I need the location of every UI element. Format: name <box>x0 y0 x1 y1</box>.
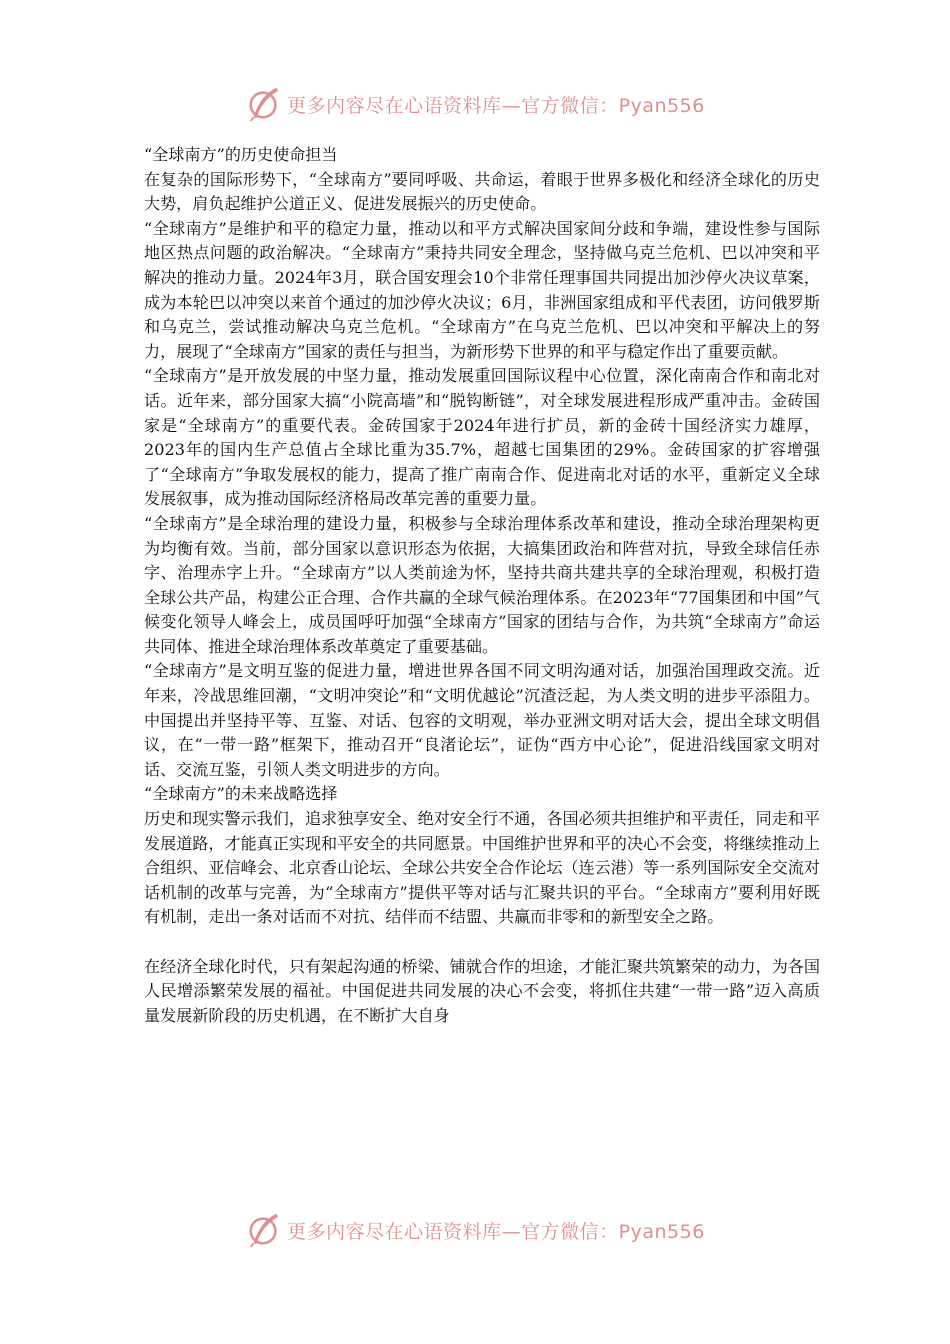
paragraph: “全球南方”是全球治理的建设力量，积极参与全球治理体系改革和建设，推动全球治理架构更为均衡有效。当前，部分国家以意识形态为依据，大搞集团政治和阵营对抗，导致全球信任赤字、治理赤字上升。“全球南方”以人类前途为怀，坚持共商共建共享的全球治理观，积极打造全球公共产品，构建公正合理、合作共赢的全球气候治理体系。在2023年“77国集团和中国”气候变化领导人峰会上，成员国呼吁加强“全球南方”国家的团结与合作，为共筑“全球南方”命运共同体、推进全球治理体系改革奠定了重要基础。 <box>144 513 820 656</box>
document-body <box>144 143 820 1028</box>
quill-logo-icon <box>245 1211 283 1249</box>
paragraph: “全球南方”是开放发展的中坚力量，推动发展重回国际议程中心位置，深化南南合作和南北对话。近年来，部分国家大搞“小院高墙”和“脱钩断链”，对全球发展进程形成严重冲击。金砖国家是“全球南方”的重要代表。金砖国家于2024年进行扩员，新的金砖十国经济实力雄厚，2023年的国内生产总值占全球比重为35.7%，超越七国集团的29%。金砖国家的扩容增强了“全球南方”争取发展权的能力，提高了推广南南合作、促进南北对话的水平，重新定义全球发展叙事，成为推动国际经济格局改革完善的重要力量。 <box>144 366 820 509</box>
paragraph: 在经济全球化时代，只有架起沟通的桥梁、铺就合作的坦途，才能汇聚共筑繁荣的动力，为各国人民增添繁荣发展的福祉。中国促进共同发展的决心不会变，将抓住共建“一带一路”迈入高质量发展新阶段的历史机遇，在不断扩大自身 <box>144 956 820 1025</box>
paragraph: 历史和现实警示我们，追求独享安全、绝对安全行不通，各国必须共担维护和平责任，同走和平发展道路，才能真正实现和平安全的共同愿景。中国维护世界和平的决心不会变，将继续推动上合组织、亚信峰会、北京香山论坛、全球公共安全合作论坛（连云港）等一系列国际安全交流对话机制的改革与完善，为“全球南方”提供平等对话与汇聚共识的平台。“全球南方”要利用好既有机制，走出一条对话而不对抗、结伴而不结盟、共赢而非零和的新型安全之路。 <box>144 809 820 927</box>
header-watermark <box>0 84 950 124</box>
watermark-text: 更多内容尽在心语资料库—官方微信：Pyan556 <box>287 94 705 117</box>
paragraph: “全球南方”是维护和平的稳定力量，推动以和平方式解决国家间分歧和争端，建设性参与国际地区热点问题的政治解决。“全球南方”秉持共同安全理念，坚持做乌克兰危机、巴以冲突和平解决的推动力量。2024年3月，联合国安理会10个非常任理事国共同提出加沙停火决议草案，成为本轮巴以冲突以来首个通过的加沙停火决议；6月，非洲国家组成和平代表团，访问俄罗斯和乌克兰，尝试推动解决乌克兰危机。“全球南方”在乌克兰危机、巴以冲突和平解决上的努力，展现了“全球南方”国家的责任与担当，为新形势下世界的和平与稳定作出了重要贡献。 <box>144 218 820 361</box>
quill-logo-icon <box>245 85 283 123</box>
paragraph: “全球南方”是文明互鉴的促进力量，增进世界各国不同文明沟通对话，加强治国理政交流。近年来，冷战思维回潮，“文明冲突论”和“文明优越论”沉渣泛起，为人类文明的进步平添阻力。中国提出并坚持平等、互鉴、对话、包容的文明观，举办亚洲文明对话大会，提出全球文明倡议，在“一带一路”框架下，推动召开“良渚论坛”，证伪“西方中心论”，促进沿线国家文明对话、交流互鉴，引领人类文明进步的方向。 <box>144 661 820 779</box>
section-heading: “全球南方”的未来战略选择 <box>144 784 338 804</box>
footer-watermark <box>0 1210 950 1250</box>
watermark-text: 更多内容尽在心语资料库—官方微信：Pyan556 <box>287 1220 705 1243</box>
paragraph: 在复杂的国际形势下，“全球南方”要同呼吸、共命运，着眼于世界多极化和经济全球化的历史大势，肩负起维护公道正义、促进发展振兴的历史使命。 <box>144 169 820 214</box>
section-heading: “全球南方”的历史使命担当 <box>144 145 338 164</box>
